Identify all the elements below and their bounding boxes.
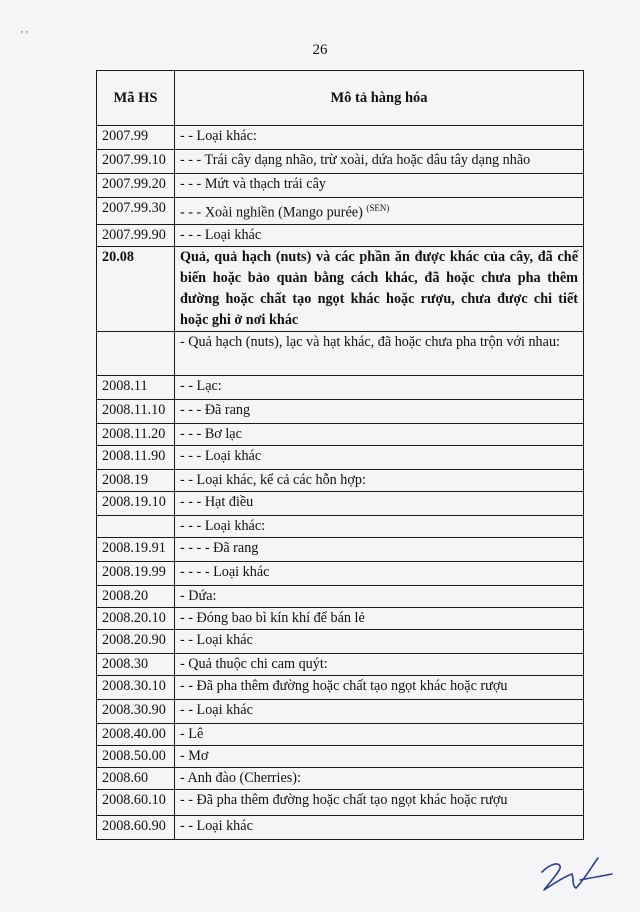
corner-mark: ’ ’ [20, 30, 29, 41]
hs-code-cell: 2008.50.00 [97, 745, 175, 767]
description-text: - - Loại khác [180, 631, 253, 648]
table-row [97, 150, 584, 174]
hs-code-cell: 2008.11.90 [97, 445, 175, 469]
hs-code-cell: 2008.11.10 [97, 399, 175, 423]
description-text: - - Loại khác [180, 817, 253, 834]
description-text: - - Đã pha thêm đường hoặc chất tạo ngọt khác hoặc rượu [180, 677, 508, 694]
hs-code-cell: 2007.99 [97, 126, 175, 150]
description-cell [175, 399, 584, 423]
table-row [97, 515, 584, 537]
description-text: - - Đã pha thêm đường hoặc chất tạo ngọt khác hoặc rượu [180, 791, 508, 808]
table-row [97, 445, 584, 469]
description-cell [175, 423, 584, 445]
table-row [97, 198, 584, 225]
description-cell [175, 537, 584, 561]
hs-code-cell: 2008.30 [97, 653, 175, 675]
table-row [97, 126, 584, 150]
table-row [97, 585, 584, 607]
description-superscript: (SEN) [366, 203, 390, 213]
hs-code-cell: 2008.40.00 [97, 723, 175, 745]
header-hs-code: Mã HS [97, 71, 175, 126]
description-cell [175, 745, 584, 767]
description-text: - - - Hạt điều [180, 493, 254, 510]
description-text: - - - Loại khác [180, 226, 262, 243]
table-row [97, 675, 584, 699]
hs-code-cell [97, 331, 175, 375]
table-row [97, 469, 584, 491]
description-text: - Quả thuộc chi cam quýt: [180, 655, 328, 672]
description-text: - Dứa: [180, 587, 217, 604]
table-row [97, 174, 584, 198]
description-cell [175, 150, 584, 174]
table-row [97, 423, 584, 445]
description-cell [175, 675, 584, 699]
description-cell [175, 723, 584, 745]
hs-code-cell: 2008.20 [97, 585, 175, 607]
description-cell [175, 198, 584, 225]
hs-code-cell: 20.08 [97, 246, 175, 331]
description-text: - - Lạc: [180, 377, 222, 394]
hs-code-cell: 2007.99.10 [97, 150, 175, 174]
hs-code-cell: 2007.99.90 [97, 224, 175, 246]
table-row [97, 723, 584, 745]
description-text: - Mơ [180, 747, 209, 764]
description-cell [175, 653, 584, 675]
description-text: - Lê [180, 725, 204, 742]
description-text: - - - Trái cây dạng nhão, trừ xoài, dứa hoặc dâu tây dạng nhão [180, 152, 531, 168]
table-row [97, 699, 584, 723]
description-cell [175, 699, 584, 723]
description-cell [175, 491, 584, 515]
description-cell [175, 445, 584, 469]
hs-code-cell: 2008.30.10 [97, 675, 175, 699]
description-text: - - Loại khác [180, 701, 253, 718]
hs-code-cell: 2008.20.90 [97, 629, 175, 653]
hs-code-cell: 2008.19.10 [97, 491, 175, 515]
hs-code-cell: 2008.11 [97, 375, 175, 399]
description-cell [175, 174, 584, 198]
table-row [97, 246, 584, 331]
page-number: 26 [312, 42, 328, 58]
description-cell [175, 375, 584, 399]
description-text: - - - Loại khác: [180, 517, 266, 534]
description-text: - - - Xoài nghiền (Mango purée) [180, 204, 367, 221]
table-row [97, 331, 584, 375]
description-text: - Quả hạch (nuts), lạc và hạt khác, đã hoặc chưa pha trộn với nhau: [180, 333, 560, 350]
hs-code-cell [97, 515, 175, 537]
table-body [97, 126, 584, 840]
description-cell [175, 224, 584, 246]
description-text: - - Loại khác: [180, 128, 257, 144]
description-text: - Anh đào (Cherries): [180, 769, 301, 786]
table-row [97, 745, 584, 767]
table-header-row [97, 71, 584, 126]
hs-code-cell: 2008.19 [97, 469, 175, 491]
description-cell [175, 789, 584, 815]
description-cell [175, 815, 584, 839]
description-text: - - Loại khác, kể cả các hỗn hợp: [180, 471, 366, 488]
description-cell [175, 585, 584, 607]
description-text: - - - Loại khác [180, 447, 262, 464]
signature-mark [536, 850, 616, 900]
table-row [97, 607, 584, 629]
description-cell [175, 515, 584, 537]
description-text: - - - Đã rang [180, 401, 251, 418]
table-row [97, 537, 584, 561]
description-text: - - - - Đã rang [180, 539, 259, 556]
table-row [97, 491, 584, 515]
hs-code-cell: 2007.99.20 [97, 174, 175, 198]
description-cell [175, 126, 584, 150]
table-row [97, 815, 584, 839]
table-row [97, 375, 584, 399]
hs-code-cell: 2008.60 [97, 767, 175, 789]
table-row [97, 224, 584, 246]
hs-code-cell: 2008.30.90 [97, 699, 175, 723]
table-row [97, 561, 584, 585]
hs-code-cell: 2008.60.90 [97, 815, 175, 839]
description-text: - - Đóng bao bì kín khí để bán lẻ [180, 609, 365, 626]
hs-code-cell: 2008.60.10 [97, 789, 175, 815]
hs-code-cell: 2008.19.91 [97, 537, 175, 561]
description-text: Quả, quả hạch (nuts) và các phần ăn được khác của cây, đã chế biến hoặc bảo quản bằng cách khác, đã hoặc chưa pha thêm đường hoặc chất tạo ngọt khác hoặc rượu, chưa được chi tiết hoặc ghi ở nơi khác [180, 248, 578, 328]
description-cell [175, 331, 584, 375]
table-row [97, 399, 584, 423]
description-cell [175, 561, 584, 585]
description-cell [175, 607, 584, 629]
description-text: - - - Bơ lạc [180, 425, 242, 442]
description-cell [175, 246, 584, 331]
table-row [97, 629, 584, 653]
description-cell [175, 469, 584, 491]
hs-code-cell: 2007.99.30 [97, 198, 175, 225]
description-cell [175, 767, 584, 789]
table-row [97, 789, 584, 815]
table-row [97, 767, 584, 789]
table-row [97, 653, 584, 675]
header-description: Mô tả hàng hóa [175, 71, 584, 126]
hs-code-cell: 2008.11.20 [97, 423, 175, 445]
description-text: - - - - Loại khác [180, 563, 270, 580]
description-cell [175, 629, 584, 653]
hs-code-cell: 2008.19.99 [97, 561, 175, 585]
description-text: - - - Mứt và thạch trái cây [180, 176, 326, 192]
hs-code-table [96, 70, 584, 840]
hs-code-cell: 2008.20.10 [97, 607, 175, 629]
